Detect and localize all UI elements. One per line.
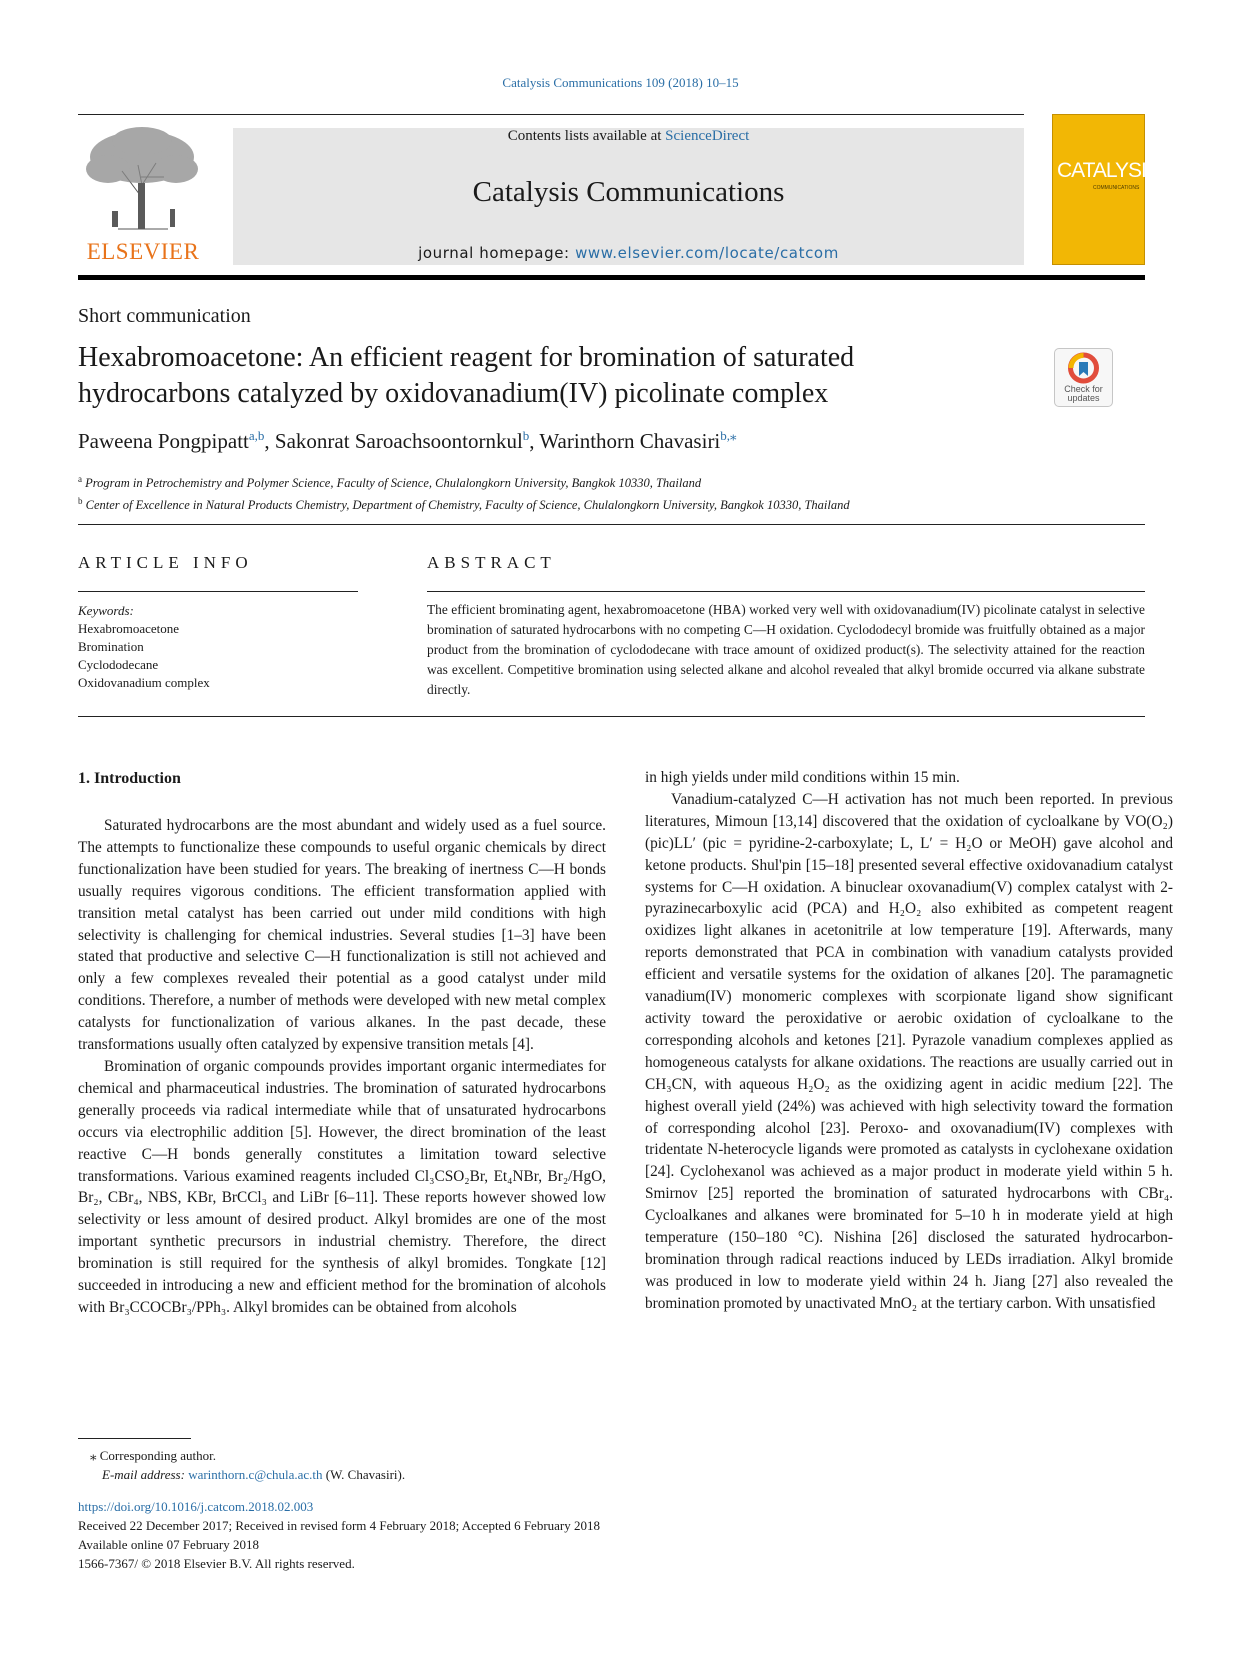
body-paragraph-continued: in high yields under mild conditions within 15 min. bbox=[645, 769, 960, 786]
homepage-link[interactable]: www.elsevier.com/locate/catcom bbox=[575, 244, 839, 262]
email-suffix: (W. Chavasiri). bbox=[322, 1467, 406, 1482]
received-dates: Received 22 December 2017; Received in revised form 4 February 2018; Accepted 6 February 2018 bbox=[78, 1518, 600, 1533]
section-rule bbox=[78, 716, 1145, 717]
contents-line bbox=[233, 128, 1024, 145]
body-paragraph: Vanadium-catalyzed C—H activation has not much been reported. In previous literatures, Mimoun [13,14] discovered that the oxidation of cycloalkane by VO(O₂)(pic)LL′ (pic = pyridine-2-carboxylate; L, L′ = H₂O or MeOH) gave alcohol and ketone products. Shul'pin [15–18] presented several effective oxidovanadium catalyst systems for C—H oxidation. A binuclear oxovanadium(V) complex catalyst with 2-pyrazinecarboxylic acid (PCA) and H₂O₂ also exhibited as competent reagent oxidizes light alkanes in acetonitrile at low temperature [19]. Afterwards, many reports demonstrated that PCA in combination with vanadium catalysts provided efficient and versatile systems for the oxidation of alkanes [20]. The paramagnetic vanadium(IV) monomeric complexes with scorpionate ligand show significant activity toward the peroxidative or aerobic oxidation of cycloalkane to the corresponding alcohols and ketones [21]. Pyrazole vanadium complexes applied as homogeneous catalysts for alkane oxidations. The reactions are usually carried out in CH₃CN, with aqueous H₂O₂ as the oxidizing agent in acidic medium [22]. The highest overall yield (24%) was achieved with high selectivity toward the formation of corresponding alcohol [23]. Peroxo- and oxovanadium(IV) complexes with tridentate N-heterocycle ligands were promoted as catalysts in cyclohexane oxidation [24]. Cyclohexanol was achieved as a major product in moderate yield within 5 h. Smirnov [25] reported the bromination of saturated hydrocarbons with CBr₄. Cycloalkanes and alkanes were brominated for 5–10 h in moderate yield at high temperature (150–180 °C). Nishina [26] disclosed the saturated hydrocarbon-bromination through radical reactions induced by LEDs irradiation. Alkyl bromide was produced in low to moderate yield within 24 h. Jiang [27] also revealed the bromination promoted by unactivated MnO₂ at the tertiary carbon. With unsatisfied bbox=[645, 790, 1173, 1312]
doi-link[interactable]: https://doi.org/10.1016/j.catcom.2018.02.003 bbox=[78, 1499, 314, 1514]
article-info-rule bbox=[78, 591, 358, 592]
homepage-prefix: journal homepage: bbox=[418, 244, 576, 262]
abstract-heading: ABSTRACT bbox=[427, 553, 556, 572]
available-online: Available online 07 February 2018 bbox=[78, 1537, 259, 1552]
keywords-block bbox=[78, 602, 210, 692]
copyright: 1566-7367/ © 2018 Elsevier B.V. All rights reserved. bbox=[78, 1556, 355, 1571]
journal-banner bbox=[233, 128, 1024, 265]
author-affil-mark[interactable]: a,b bbox=[248, 428, 265, 443]
journal-name: Catalysis Communications bbox=[472, 176, 785, 208]
affiliation-mark: a bbox=[78, 474, 82, 484]
author-separator: , bbox=[529, 429, 540, 453]
abstract-rule bbox=[427, 591, 1145, 592]
affiliation-item bbox=[78, 492, 850, 514]
affiliation-item bbox=[78, 470, 850, 492]
article-info-heading: ARTICLE INFO bbox=[78, 553, 253, 572]
author-affil-mark[interactable]: b bbox=[522, 428, 530, 443]
body-column-left bbox=[78, 815, 606, 1319]
article-type: Short communication bbox=[78, 305, 251, 327]
affiliations bbox=[78, 470, 850, 514]
contents-prefix: Contents lists available at bbox=[507, 128, 666, 144]
email-label: E-mail address: bbox=[102, 1467, 189, 1482]
homepage-line bbox=[233, 244, 1024, 262]
email-line bbox=[78, 1465, 405, 1484]
author-affil-mark[interactable]: b,⁎ bbox=[720, 428, 737, 443]
keyword-item: Hexabromoacetone bbox=[78, 621, 180, 636]
elsevier-wordmark: ELSEVIER bbox=[86, 239, 200, 264]
section-heading: 1. Introduction bbox=[78, 770, 181, 787]
body-paragraph: Bromination of organic compounds provides important organic intermediates for chemical and pharmaceutical industries. The bromination of saturated hydrocarbons generally proceeds via radical intermediate while that of unsaturated hydrocarbons occurs via electrophilic addition [5]. However, the direct bromination of the least reactive C—H bonds generally constitutes a limitation toward selective transformations. Various examined reagents included Cl₃CSO₂Br, Et₄NBr, Br₂/HgO, Br₂, CBr₄, NBS, KBr, BrCCl₃ and LiBr [6–11]. These reports however showed low selectivity or less amount of desired product. Alkyl bromides are one of the most important synthetic precursors in industrial chemistry. Therefore, the direct bromination is still required for the synthesis of alkyl bromides. Tongkate [12] succeeded in introducing a new and efficient method for the bromination of alcohols with Br₃CCOCBr₃/PPh₃. Alkyl bromides can be obtained from alcohols bbox=[78, 1057, 606, 1316]
footnote bbox=[78, 1446, 405, 1484]
keywords-label: Keywords: bbox=[78, 603, 134, 618]
cover-title: CATALYSIS bbox=[1057, 159, 1159, 182]
journal-cover-image[interactable] bbox=[1052, 114, 1159, 265]
author-name[interactable]: Paweena Pongpipatt bbox=[78, 429, 249, 453]
abstract-text: The efficient brominating agent, hexabromoacetone (HBA) worked very well with oxidovanadium(IV) picolinate catalyst in selective bromination of saturated hydrocarbons with no competing C—H oxidation. Cyclododecyl bromide was fruitfully obtained as a major product from the bromination of cyclododecane with trace amount of oxidized product(s). The selectivity attained for the reaction was excellent. Competitive bromination using selected alkane and alcohol revealed that alkyl bromide occurred via alkane substrate directly. bbox=[427, 602, 1145, 697]
author-separator: , bbox=[264, 429, 275, 453]
footnote-rule bbox=[78, 1438, 191, 1439]
check-for-updates-button[interactable] bbox=[1054, 348, 1113, 407]
email-link[interactable]: warinthorn.c@chula.ac.th bbox=[188, 1467, 323, 1482]
cover-subtitle: COMMUNICATIONS bbox=[1093, 185, 1140, 191]
publication-info bbox=[78, 1497, 600, 1573]
corresponding-author-note: ⁎ Corresponding author. bbox=[90, 1448, 217, 1463]
check-updates-icon bbox=[1055, 349, 1112, 385]
affiliation-text: Center of Excellence in Natural Products Chemistry, Department of Chemistry, Faculty of Science, Chulalongkorn University, Bangkok 10330, Thailand bbox=[85, 498, 850, 513]
body-paragraph: Saturated hydrocarbons are the most abundant and widely used as a fuel source. The attempts to functionalize these compounds to useful organic chemicals by direct functionalization have been studied for years. The breaking of inertness C—H bonds usually requires vigorous conditions. The efficient transformation applied with transition metal catalyst has been carried out under mild conditions with high selectivity is challenging for chemical industries. Several studies [1–3] have been stated that productive and selective C—H functionalization is still not achieved and only a few complexes revealed their potential as a good catalyst under mild conditions. Therefore, a number of methods were developed with new metal complex catalysts for functionalization of various alkanes. In the past decade, these transformations usually often catalyzed by expensive transition metals [4]. bbox=[78, 817, 606, 1054]
article-title: Hexabromoacetone: An efficient reagent for bromination of saturated hydrocarbons catalyzed by oxidovanadium(IV) picolinate complex bbox=[78, 342, 855, 409]
author-name[interactable]: Warinthorn Chavasiri bbox=[539, 429, 721, 453]
elsevier-tree-icon bbox=[78, 125, 208, 233]
header-rule bbox=[78, 114, 1024, 115]
author-list bbox=[78, 428, 737, 454]
sciencedirect-link[interactable]: ScienceDirect bbox=[665, 128, 750, 144]
keyword-item: Bromination bbox=[78, 639, 144, 654]
check-updates-label: Check for updates bbox=[1064, 384, 1103, 403]
author-name[interactable]: Sakonrat Saroachsoontornkul bbox=[274, 429, 523, 453]
keyword-item: Oxidovanadium complex bbox=[78, 675, 210, 690]
keyword-item: Cyclododecane bbox=[78, 657, 159, 672]
affiliation-mark: b bbox=[78, 496, 83, 507]
body-column-right bbox=[645, 767, 1173, 1315]
affiliation-text: Program in Petrochemistry and Polymer Science, Faculty of Science, Chulalongkorn University, Bangkok 10330, Thailand bbox=[85, 476, 702, 491]
header-thick-rule bbox=[78, 275, 1145, 280]
section-rule bbox=[78, 524, 1145, 525]
journal-citation-link[interactable]: Catalysis Communications 109 (2018) 10–15 bbox=[502, 75, 739, 90]
elsevier-logo[interactable] bbox=[78, 125, 208, 265]
